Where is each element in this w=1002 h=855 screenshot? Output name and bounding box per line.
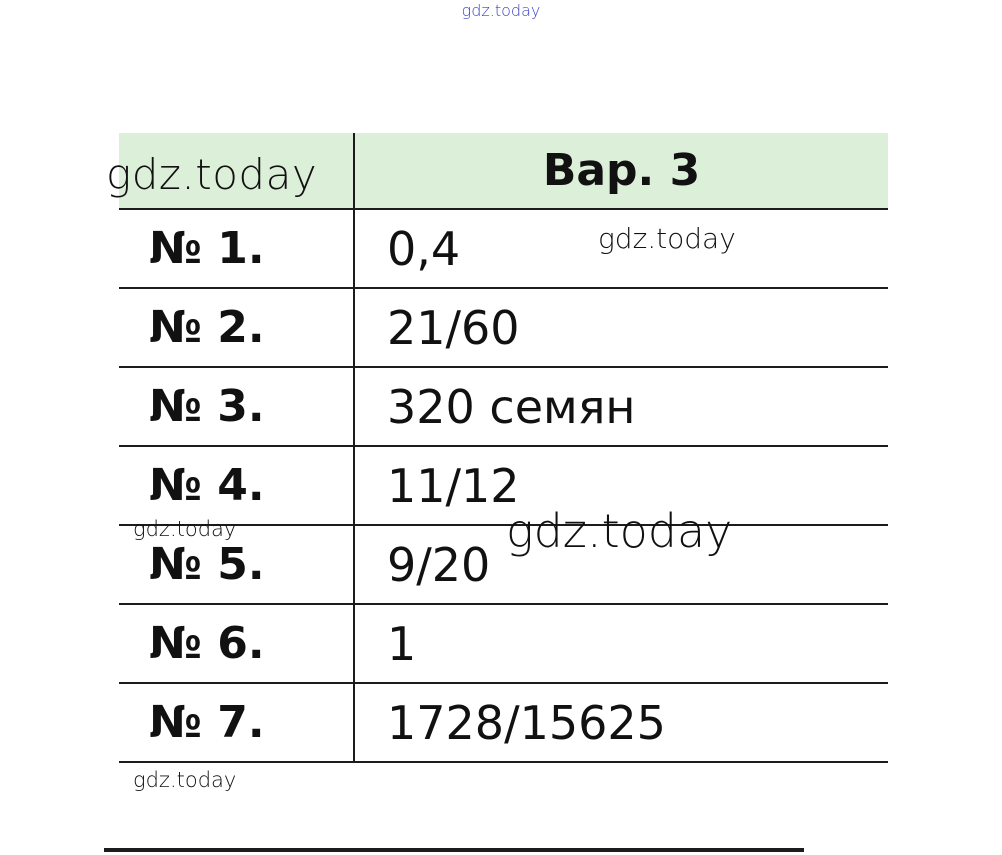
answer-cell: 11/12 [354,446,888,525]
problem-number: № 6. [119,604,354,683]
table-row [119,288,888,367]
watermark-header: gdz.today [106,150,318,199]
watermark-below-table: gdz.today [133,768,237,792]
table-row [119,604,888,683]
bottom-divider [104,848,804,852]
answer-cell: 1728/15625 [354,683,888,762]
watermark-row5-small: gdz.today [133,517,237,541]
table-row [119,367,888,446]
table-row [119,446,888,525]
problem-number: № 1. [119,209,354,288]
answer-cell: 320 семян [354,367,888,446]
problem-number: № 3. [119,367,354,446]
answer-cell: 21/60 [354,288,888,367]
answers-table [119,133,888,763]
answer-cell: 9/20 [354,525,888,604]
watermark-row1: gdz.today [598,222,736,255]
top-watermark: gdz.today [461,1,541,20]
watermark-row5-large: gdz.today [506,504,733,558]
answer-cell: 1 [354,604,888,683]
table-row [119,209,888,288]
problem-number: № 4. [119,446,354,525]
problem-number: № 7. [119,683,354,762]
problem-number: № 5. [119,525,354,604]
table-row [119,683,888,762]
variant-header: Вар. 3 [354,133,888,209]
problem-number: № 2. [119,288,354,367]
answer-cell: 0,4 [354,209,888,288]
